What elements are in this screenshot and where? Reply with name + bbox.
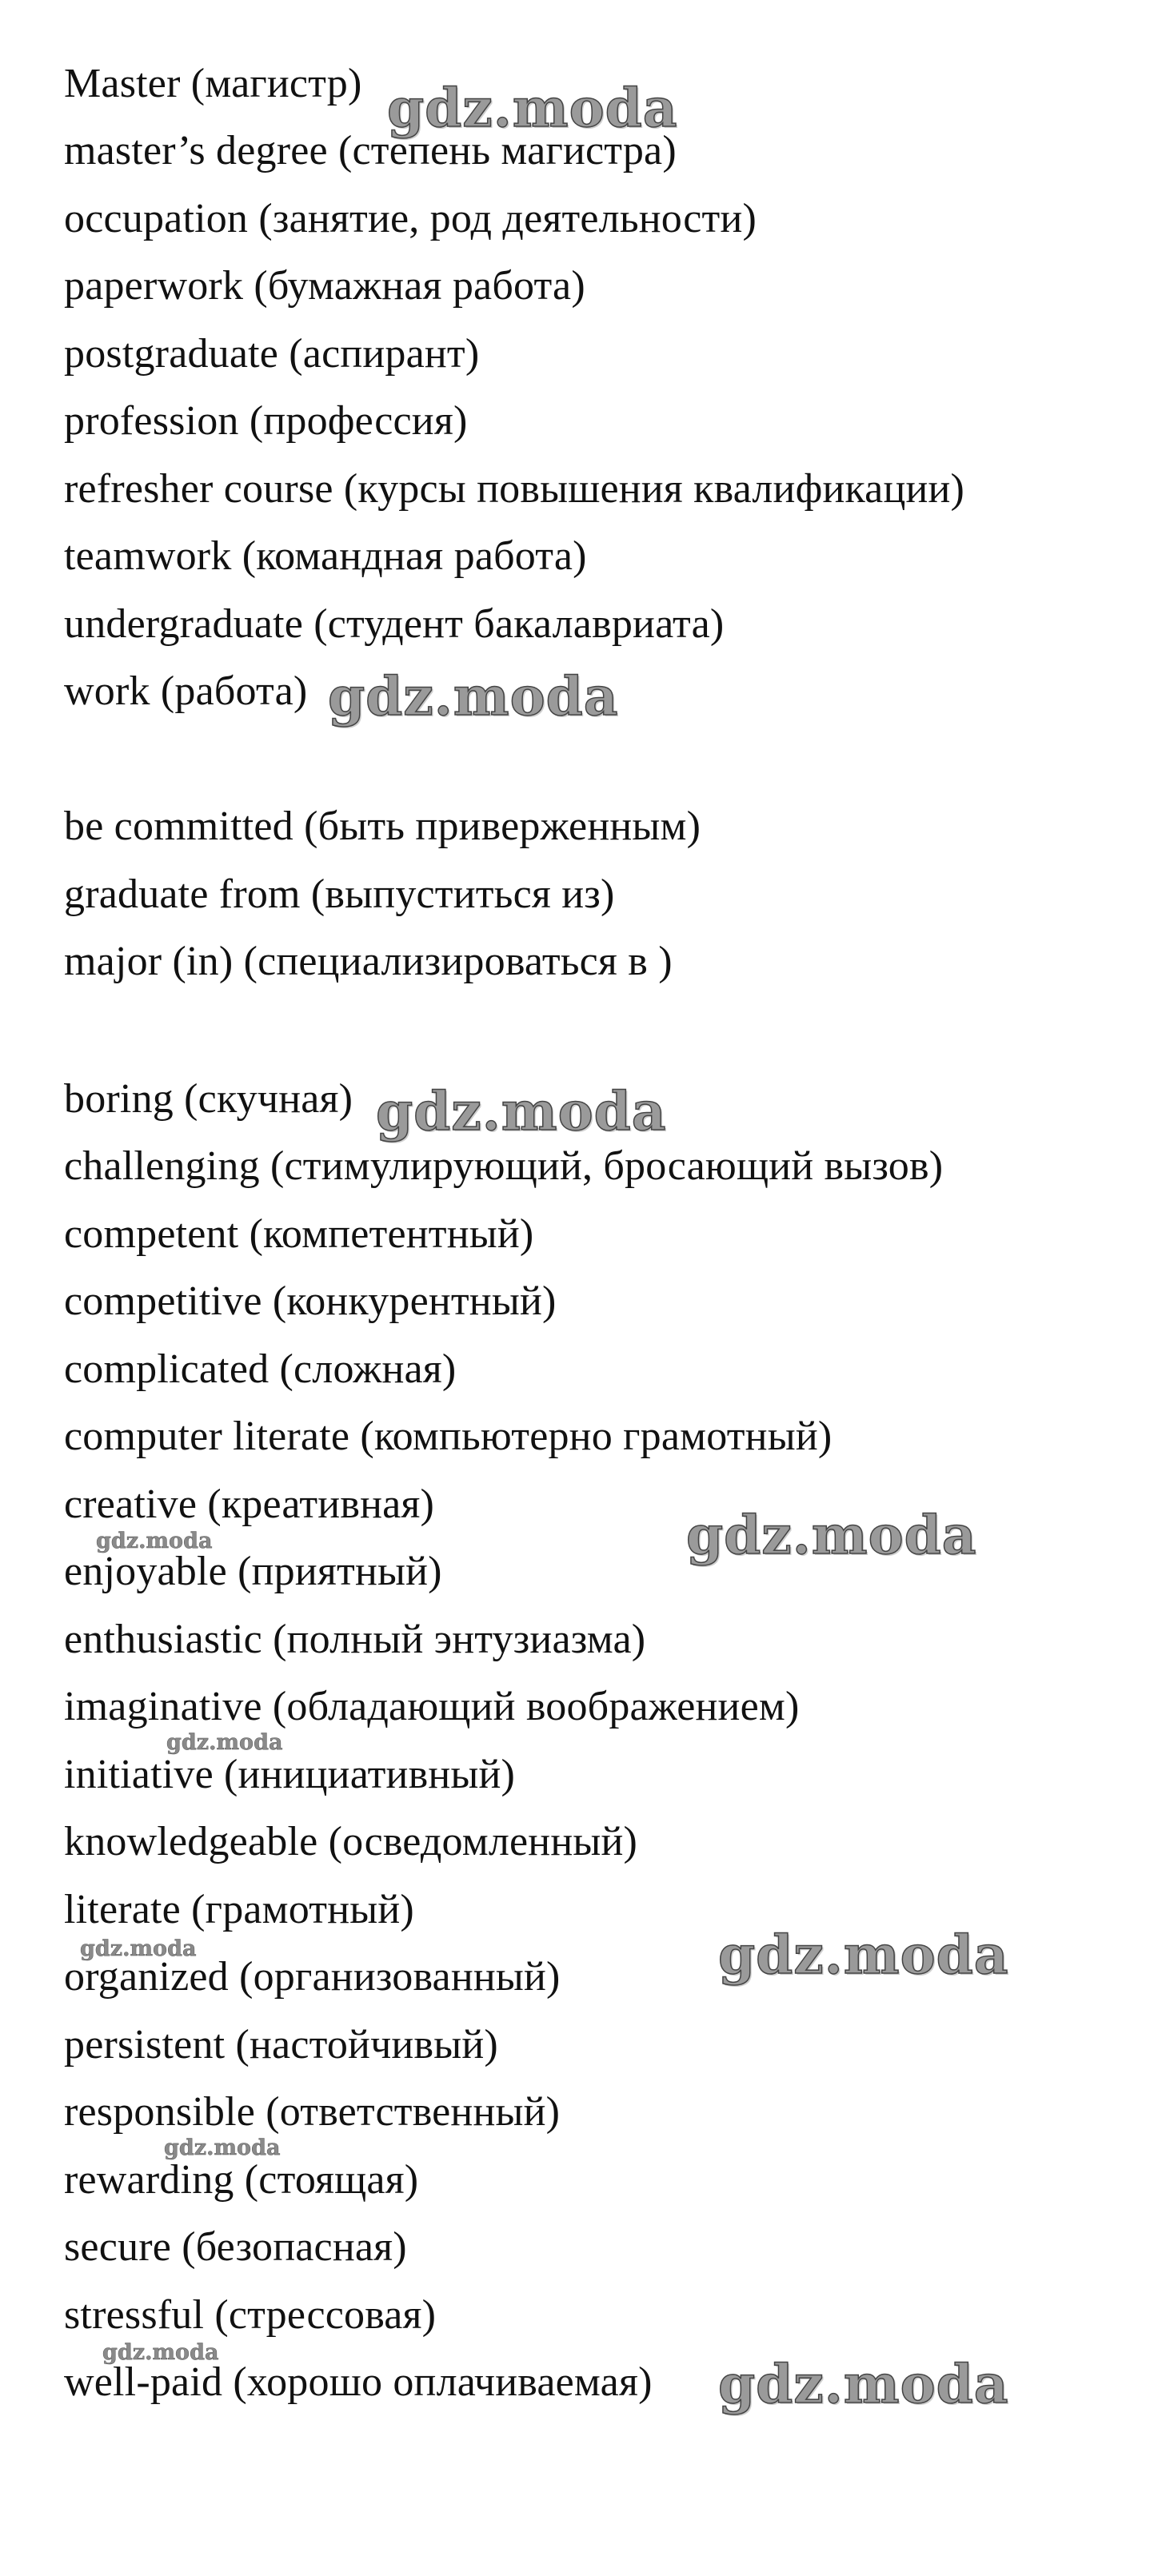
vocab-item: competent (компетентный)	[64, 1211, 534, 1257]
vocab-item: stressful (стрессовая)	[64, 2292, 437, 2338]
vocab-item: enjoyable (приятный)	[64, 1549, 442, 1594]
watermark-logo: gdz.moda	[686, 1504, 977, 1566]
vocab-item: paperwork (бумажная работа)	[64, 263, 585, 309]
vocab-item: persistent (настойчивый)	[64, 2022, 498, 2068]
watermark-logo: gdz.moda	[376, 1080, 667, 1142]
vocab-item: boring (скучная)	[64, 1076, 353, 1122]
watermark-logo: gdz.moda	[718, 2353, 1009, 2415]
watermark-small: gdz.moda	[166, 1730, 283, 1755]
vocab-item: challenging (стимулирующий, бросающий вызов)	[64, 1143, 944, 1189]
watermark-small: gdz.moda	[80, 1936, 197, 1961]
vocab-item: graduate from (выпуститься из)	[64, 871, 615, 917]
watermark-logo: gdz.moda	[718, 1924, 1009, 1986]
watermark-small: gdz.moda	[164, 2135, 281, 2160]
watermark-small: gdz.moda	[96, 1529, 213, 1553]
vocab-item: secure (безопасная)	[64, 2224, 407, 2270]
vocab-item: rewarding (стоящая)	[64, 2157, 419, 2203]
vocab-item: enthusiastic (полный энтузиазма)	[64, 1617, 646, 1662]
vocab-item: work (работа)	[64, 668, 308, 714]
vocab-item: creative (креативная)	[64, 1481, 435, 1527]
vocab-item: undergraduate (студент бакалавриата)	[64, 601, 725, 647]
vocab-item: major (in) (специализироваться в )	[64, 939, 673, 984]
vocab-item: teamwork (командная работа)	[64, 533, 587, 579]
vocab-item: profession (профессия)	[64, 398, 468, 444]
vocab-item: literate (грамотный)	[64, 1887, 414, 1932]
vocab-item: knowledgeable (осведомленный)	[64, 1819, 638, 1864]
vocab-item: initiative (инициативный)	[64, 1752, 516, 1797]
vocab-item: well-paid (хорошо оплачиваемая)	[64, 2359, 653, 2405]
vocab-item: imaginative (обладающий воображением)	[64, 1684, 800, 1729]
vocab-item: occupation (занятие, род деятельности)	[64, 196, 757, 241]
watermark-small: gdz.moda	[102, 2340, 219, 2365]
vocab-item: responsible (ответственный)	[64, 2089, 561, 2135]
watermark-logo: gdz.moda	[328, 665, 619, 728]
watermark-logo: gdz.moda	[387, 77, 678, 139]
vocab-item: refresher course (курсы повышения квалификации)	[64, 466, 965, 512]
vocab-item: master’s degree (степень магистра)	[64, 128, 677, 173]
vocab-item: postgraduate (аспирант)	[64, 331, 480, 377]
vocab-item: complicated (сложная)	[64, 1346, 457, 1392]
vocab-item: competitive (конкурентный)	[64, 1278, 557, 1324]
vocab-item: Master (магистр)	[64, 61, 362, 106]
vocab-item: computer literate (компьютерно грамотный)	[64, 1414, 833, 1459]
vocab-item: organized (организованный)	[64, 1954, 561, 2000]
vocab-item: be committed (быть приверженным)	[64, 804, 701, 849]
